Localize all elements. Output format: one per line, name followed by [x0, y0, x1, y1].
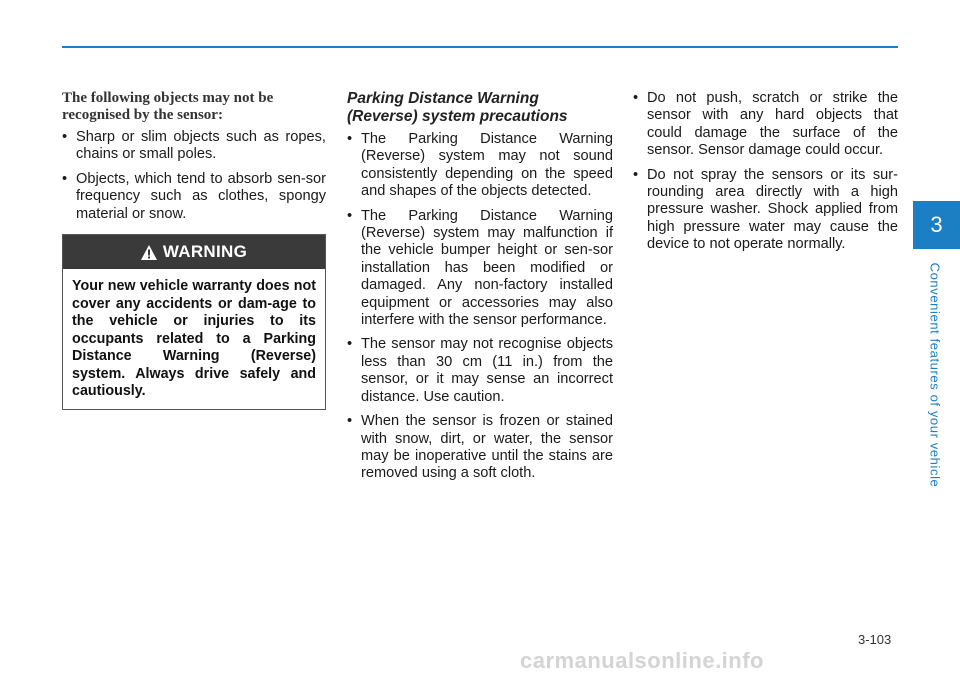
watermark: carmanualsonline.info: [520, 648, 764, 673]
chapter-number: 3: [930, 212, 943, 237]
warning-box: [62, 234, 326, 410]
precautions-list: [347, 131, 613, 483]
top-divider: [62, 46, 898, 48]
warning-title: WARNING: [162, 242, 248, 261]
warning-triangle-icon: [141, 245, 157, 260]
sensor-limitations-list: [62, 129, 326, 223]
list-item: • The sensor may not recognise objects less than 30 cm (11 in.) from the sensor, or it may sense an incorrect distance. Use caution.: [347, 336, 613, 405]
list-item: • The Parking Distance Warning (Reverse) system may not sound consistently depending on the speed and shapes of the objects detected.: [347, 131, 613, 200]
sensor-care-list: [633, 90, 898, 254]
precautions-heading: Parking Distance Warning (Reverse) system precautions: [347, 90, 568, 125]
list-item: • Do not spray the sensors or its sur-rounding area directly with a high pressure washer. Shock applied from high pressure water may cause the device to not operate normally.: [633, 166, 898, 253]
chapter-tab[interactable]: [913, 201, 960, 249]
sensor-limitations-heading: The following objects may not be recognised by the sensor:: [62, 90, 274, 123]
warning-header: [63, 235, 325, 269]
list-item: • When the sensor is frozen or stained with snow, dirt, or water, the sensor may be inoperative until the stains are removed using a soft cloth.: [347, 413, 613, 482]
list-item: • Do not push, scratch or strike the sensor with any hard objects that could damage the surface of the sensor. Sensor damage could occur.: [633, 90, 898, 159]
list-item: • Sharp or slim objects such as ropes, chains or small poles.: [62, 129, 326, 163]
column-1: [62, 90, 326, 230]
chapter-title: Convenient features of your vehicle: [927, 262, 943, 488]
column-2: [347, 90, 613, 490]
chapter-title-vertical: [924, 255, 946, 495]
warning-text: Your new vehicle warranty does not cover any accidents or dam-age to the vehicle or injuries to its occupants related to a Parking Distance Warning (Reverse) system. Always drive safely and cautiously.: [72, 278, 316, 399]
list-item: • Objects, which tend to absorb sen-sor frequency such as clothes, spongy material or snow.: [62, 170, 326, 222]
column-3: [633, 90, 898, 261]
list-item: • The Parking Distance Warning (Reverse) system may malfunction if the vehicle bumper height or sen-sor installation has been modified or damaged. Any non-factory installed equipment or accessories may also interfere with the sensor performance.: [347, 207, 613, 329]
page-number: 3-103: [858, 632, 892, 647]
